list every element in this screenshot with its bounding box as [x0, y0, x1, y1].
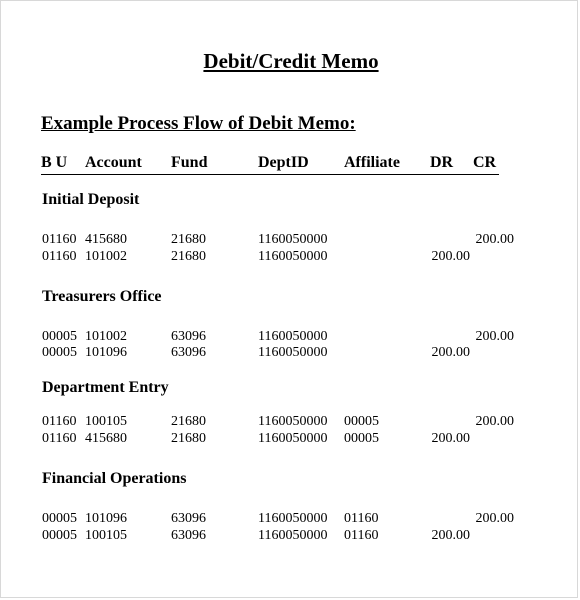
header-cr: CR [473, 154, 497, 171]
cell-deptid: 1160050000 [258, 345, 328, 360]
document-subtitle: Example Process Flow of Debit Memo: [41, 113, 356, 134]
document-title: Debit/Credit Memo [203, 49, 379, 73]
cell-affiliate: 00005 [344, 414, 379, 429]
cell-fund: 21680 [171, 249, 206, 264]
cell-affiliate: 01160 [344, 511, 379, 526]
cell-account: 101096 [85, 345, 127, 360]
cell-fund: 63096 [171, 511, 206, 526]
header-deptid: DeptID [258, 154, 309, 171]
cell-account: 101002 [85, 329, 127, 344]
cell-deptid: 1160050000 [258, 329, 328, 344]
cell-fund: 21680 [171, 232, 206, 247]
cell-affiliate: 01160 [344, 528, 379, 543]
cell-bu: 01160 [42, 431, 77, 446]
cell-cr: 200.00 [475, 329, 514, 344]
cell-account: 415680 [85, 431, 127, 446]
cell-affiliate: 00005 [344, 431, 379, 446]
cell-cr: 200.00 [475, 414, 514, 429]
table-row [1, 414, 580, 431]
cell-bu: 00005 [42, 345, 77, 360]
section-title: Treasurers Office [42, 288, 162, 305]
cell-dr: 200.00 [431, 249, 470, 264]
table-row [1, 345, 580, 362]
cell-account: 101096 [85, 511, 127, 526]
table-row [1, 329, 580, 346]
cell-bu: 00005 [42, 511, 77, 526]
header-dr: DR [430, 154, 454, 171]
cell-deptid: 1160050000 [258, 431, 328, 446]
cell-account: 415680 [85, 232, 127, 247]
cell-fund: 21680 [171, 431, 206, 446]
cell-fund: 63096 [171, 329, 206, 344]
cell-dr: 200.00 [431, 431, 470, 446]
cell-account: 100105 [85, 528, 127, 543]
cell-account: 100105 [85, 414, 127, 429]
cell-deptid: 1160050000 [258, 511, 328, 526]
section-title: Initial Deposit [42, 191, 140, 208]
cell-cr: 200.00 [475, 232, 514, 247]
column-header-row [41, 154, 499, 175]
cell-dr: 200.00 [431, 528, 470, 543]
header-affiliate: Affiliate [344, 154, 400, 171]
cell-bu: 01160 [42, 414, 77, 429]
cell-bu: 00005 [42, 528, 77, 543]
cell-deptid: 1160050000 [258, 414, 328, 429]
table-row [1, 511, 580, 528]
table-row [1, 232, 580, 249]
table-row [1, 249, 580, 266]
header-bu: B U [41, 154, 68, 171]
cell-fund: 63096 [171, 345, 206, 360]
section-title: Financial Operations [42, 470, 187, 487]
section-title: Department Entry [42, 379, 169, 396]
cell-cr: 200.00 [475, 511, 514, 526]
cell-bu: 00005 [42, 329, 77, 344]
cell-deptid: 1160050000 [258, 528, 328, 543]
cell-bu: 01160 [42, 232, 77, 247]
cell-deptid: 1160050000 [258, 249, 328, 264]
header-account: Account [85, 154, 142, 171]
cell-fund: 63096 [171, 528, 206, 543]
cell-fund: 21680 [171, 414, 206, 429]
cell-dr: 200.00 [431, 345, 470, 360]
table-row [1, 431, 580, 448]
table-row [1, 528, 580, 545]
cell-bu: 01160 [42, 249, 77, 264]
header-fund: Fund [171, 154, 208, 171]
cell-account: 101002 [85, 249, 127, 264]
cell-deptid: 1160050000 [258, 232, 328, 247]
